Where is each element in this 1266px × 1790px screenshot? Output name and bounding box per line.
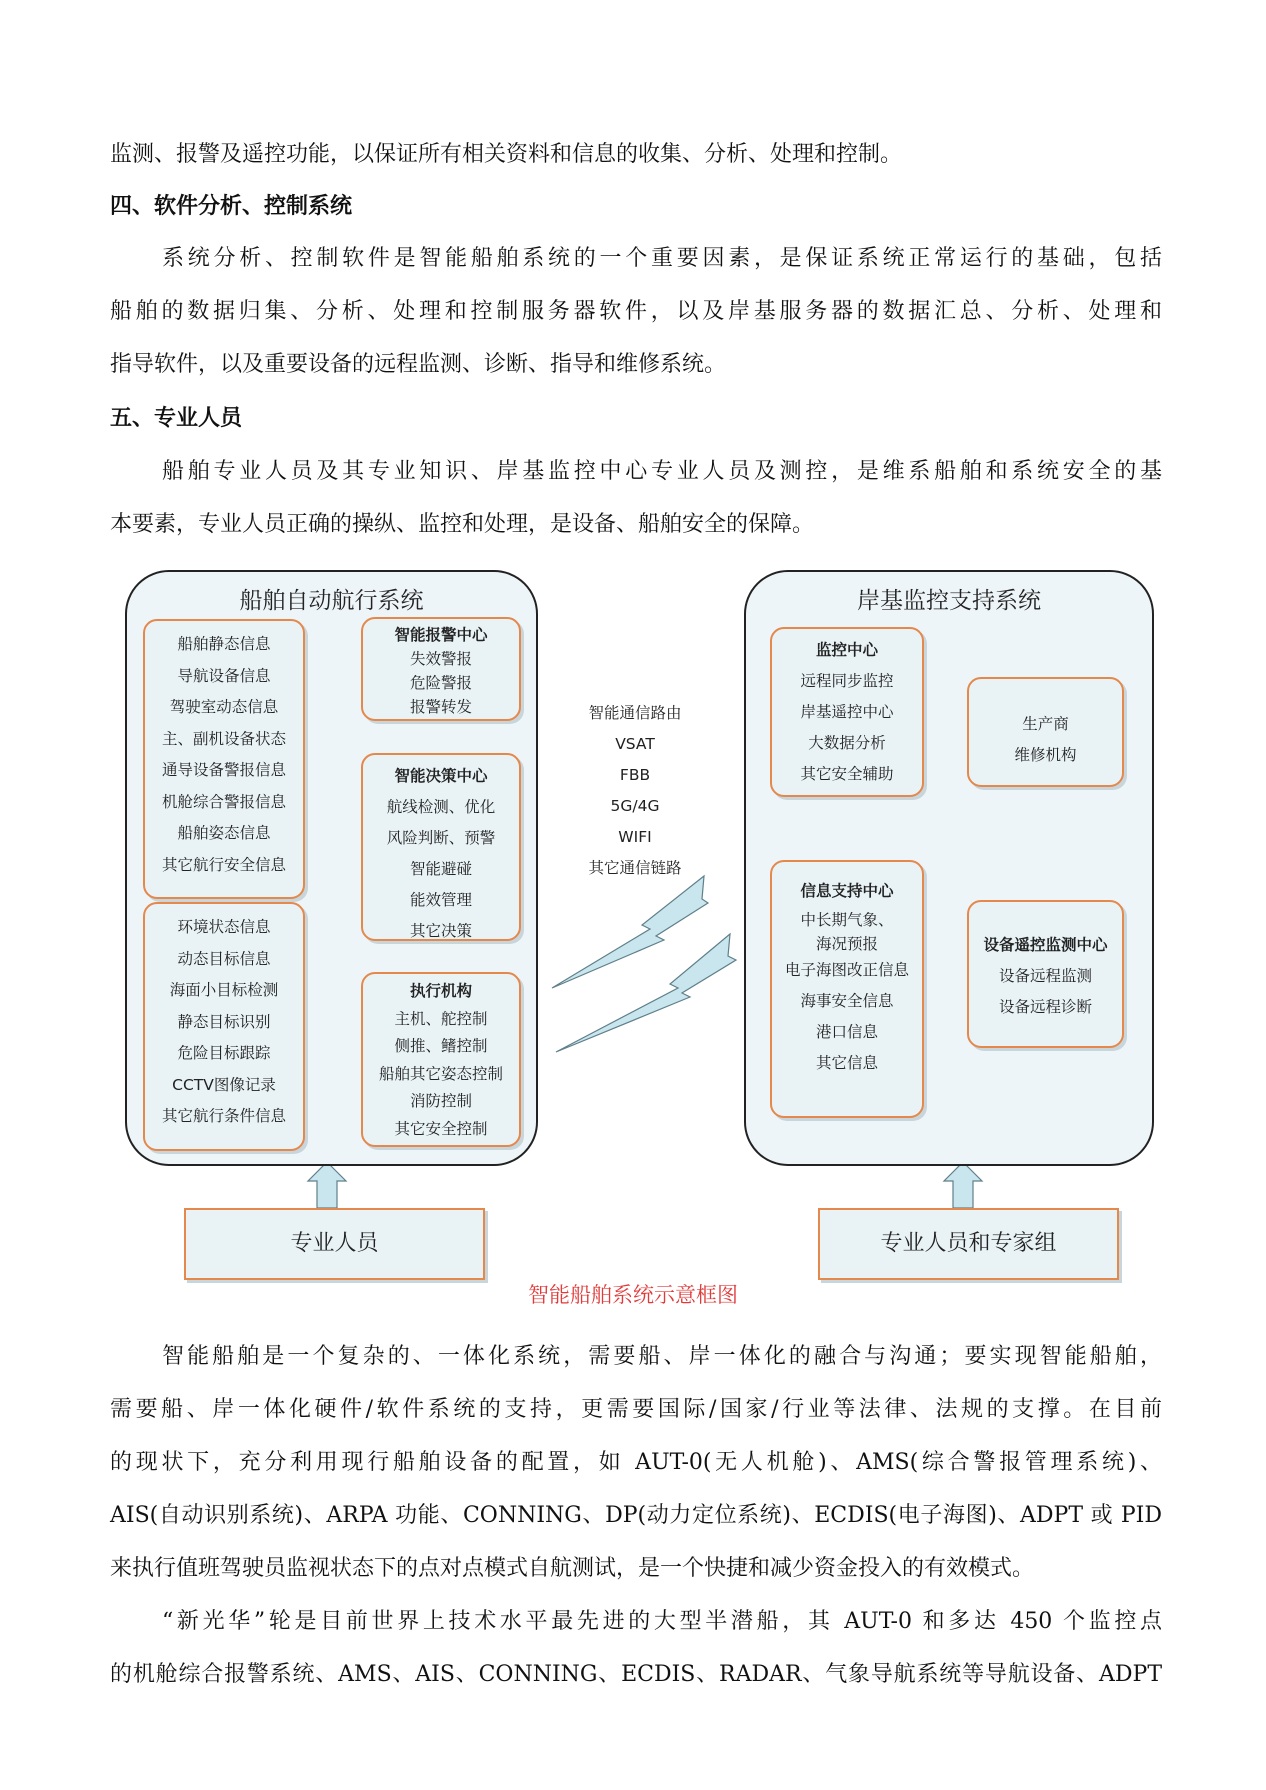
closing-paragraph-1	[110, 1330, 1162, 1595]
closing-line-7: 的机舱综合报警系统、AMS、AIS、CONNING、ECDIS、RADAR、气象导航系统等导航设备、ADPT	[110, 1662, 1162, 1687]
ship-system-title: 船舶自动航行系统	[239, 588, 424, 614]
list-item: 危险警报	[409, 674, 472, 692]
decision-center-title: 智能决策中心	[394, 767, 488, 785]
diagram-caption: 智能船舶系统示意框图	[528, 1283, 738, 1307]
comm-title: 智能通信路由	[588, 704, 682, 722]
closing-line-3: 的现状下，充分利用现行船舶设备的配置，如 AUT-0(无人机舱)、AMS(综合警报管理系统)、	[110, 1450, 1162, 1475]
list-item: 能效管理	[409, 891, 472, 909]
list-item: 海面小目标检测	[169, 981, 279, 999]
executor-title: 执行机构	[409, 982, 472, 1000]
list-item: 设备远程诊断	[998, 998, 1092, 1016]
list-item: 海况预报	[815, 935, 878, 953]
list-item: 中长期气象、	[800, 911, 894, 929]
list-item: 其它安全控制	[394, 1119, 488, 1138]
list-item: 生产商	[1022, 715, 1069, 733]
section5-line-1: 船舶专业人员及其专业知识、岸基监控中心专业人员及测控，是维系船舶和系统安全的基	[162, 459, 1162, 484]
device-remote-title: 设备遥控监测中心	[983, 936, 1108, 954]
list-item: 动态目标信息	[177, 949, 271, 968]
decision-center-box	[361, 753, 521, 941]
staff-box-right: 专业人员和专家组	[818, 1208, 1119, 1280]
comm-routing	[560, 698, 710, 884]
comm-item: FBB	[619, 766, 651, 784]
alarm-center-title: 智能报警中心	[394, 626, 488, 644]
list-item: 海事安全信息	[800, 992, 894, 1010]
comm-item: WIFI	[618, 828, 652, 846]
list-item: 其它航行条件信息	[161, 1107, 286, 1125]
list-item: 风险判断、预警	[386, 829, 496, 847]
monitor-center-box	[770, 627, 924, 797]
list-item: 失效警报	[409, 650, 472, 668]
closing-line-2: 需要船、岸一体化硬件/软件系统的支持，更需要国际/国家/行业等法律、法规的支撑。在目前	[110, 1397, 1162, 1422]
list-item: 其它信息	[815, 1054, 878, 1072]
section5-line-2: 本要素，专业人员正确的操纵、监控和处理，是设备、船舶安全的保障。	[110, 512, 815, 537]
list-item: 其它决策	[409, 922, 472, 940]
closing-line-4: AIS(自动识别系统)、ARPA 功能、CONNING、DP(动力定位系统)、ECDIS(电子海图)、ADPT 或 PID	[110, 1503, 1162, 1528]
up-arrow-icon	[308, 1162, 346, 1208]
closing-line-1: 智能船舶是一个复杂的、一体化系统，需要船、岸一体化的融合与沟通；要实现智能船舶，	[162, 1344, 1162, 1369]
list-item: 导航设备信息	[177, 666, 271, 685]
list-item: 其它航行安全信息	[161, 855, 286, 874]
alarm-center-box	[361, 617, 521, 721]
up-arrow-icon	[944, 1162, 982, 1208]
list-item: 电子海图改正信息	[784, 961, 909, 979]
list-item: 消防控制	[409, 1092, 472, 1110]
list-item: 主、副机设备状态	[161, 729, 286, 748]
list-item: 港口信息	[815, 1023, 878, 1041]
closing-paragraph-2	[110, 1595, 1162, 1701]
section4-heading: 四、软件分析、控制系统	[110, 193, 353, 219]
intro-line: 监测、报警及遥控功能，以保证所有相关资料和信息的收集、分析、处理和控制。	[110, 142, 903, 167]
device-remote-box	[967, 900, 1124, 1048]
list-item: 岸基遥控中心	[800, 703, 894, 721]
comm-item: 5G/4G	[610, 797, 660, 815]
list-item: 大数据分析	[808, 734, 886, 752]
section4-line-1: 系统分析、控制软件是智能船舶系统的一个重要因素，是保证系统正常运行的基础，包括	[162, 246, 1162, 271]
list-item: 通导设备警报信息	[161, 761, 286, 779]
list-item: 航线检测、优化	[386, 798, 496, 816]
list-item: 侧推、鳍控制	[394, 1037, 488, 1055]
list-item: CCTV图像记录	[172, 1075, 276, 1094]
list-item: 机舱综合警报信息	[161, 792, 286, 811]
monitor-center-title: 监控中心	[815, 641, 878, 659]
list-item: 船舶姿态信息	[177, 824, 271, 842]
list-item: 主机、舵控制	[394, 1009, 488, 1028]
section4-line-2: 船舶的数据归集、分析、处理和控制服务器软件，以及岸基服务器的数据汇总、分析、处理和	[110, 299, 1162, 324]
info-support-box	[770, 860, 924, 1118]
closing-line-5: 来执行值班驾驶员监视状态下的点对点模式自航测试，是一个快捷和减少资金投入的有效模式。	[110, 1556, 1035, 1581]
section5-heading: 五、专业人员	[110, 405, 243, 431]
shore-system-title: 岸基监控支持系统	[857, 588, 1041, 614]
list-item: 智能避碰	[409, 860, 472, 878]
list-item: 报警转发	[409, 698, 472, 716]
executor-box	[361, 972, 521, 1147]
list-item: 设备远程监测	[998, 967, 1092, 985]
list-item: 船舶其它姿态控制	[378, 1064, 503, 1083]
section4-line-3: 指导软件，以及重要设备的远程监测、诊断、指导和维修系统。	[110, 352, 727, 377]
comm-item: VSAT	[615, 735, 655, 753]
staff-box-left: 专业人员	[184, 1208, 485, 1280]
lightning-icon	[556, 934, 736, 1052]
list-item: 船舶静态信息	[177, 635, 271, 653]
list-item: 其它安全辅助	[800, 765, 894, 783]
list-item: 维修机构	[1014, 746, 1077, 764]
list-item: 驾驶室动态信息	[169, 698, 279, 716]
manufacturer-box	[967, 677, 1124, 787]
ship-info-box-1	[143, 619, 305, 899]
comm-item: 其它通信链路	[588, 859, 682, 877]
list-item: 危险目标跟踪	[177, 1044, 271, 1062]
closing-line-6: “新光华”轮是目前世界上技术水平最先进的大型半潜船，其 AUT-0 和多达 450 个监控点	[162, 1609, 1162, 1634]
list-item: 静态目标识别	[177, 1012, 271, 1031]
list-item: 远程同步监控	[800, 672, 894, 690]
list-item: 环境状态信息	[177, 918, 271, 936]
ship-info-box-2	[143, 902, 305, 1151]
info-support-title: 信息支持中心	[800, 882, 894, 900]
